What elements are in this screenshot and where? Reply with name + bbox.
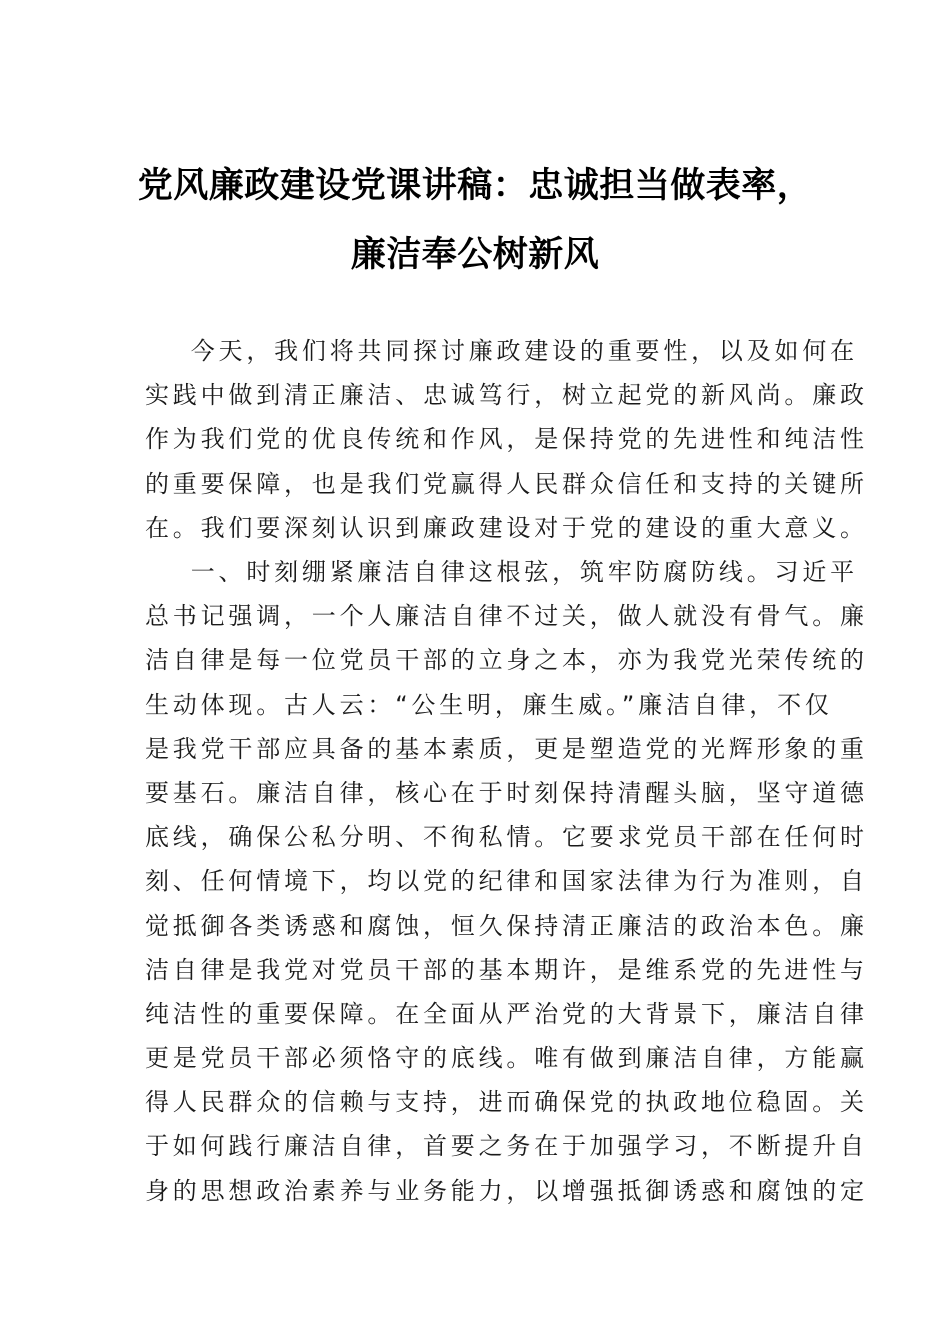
paragraph-line: 要基石。廉洁自律，核心在于时刻保持清醒头脑，坚守道德 — [145, 778, 868, 807]
paragraph-line: 在。我们要深刻认识到廉政建设对于党的建设的重大意义。 — [145, 513, 868, 542]
paragraph-line: 身的思想政治素养与业务能力，以增强抵御诱惑和腐蚀的定 — [145, 1176, 868, 1205]
paragraph-line: 是我党干部应具备的基本素质，更是塑造党的光辉形象的重 — [145, 734, 868, 763]
paragraph-line: 于如何践行廉洁自律，首要之务在于加强学习，不断提升自 — [145, 1132, 868, 1161]
paragraph-line: 觉抵御各类诱惑和腐蚀，恒久保持清正廉洁的政治本色。廉 — [145, 911, 868, 940]
paragraph-line: 今天，我们将共同探讨廉政建设的重要性，以及如何在 — [145, 337, 858, 365]
paragraph-line: 作为我们党的优良传统和作风，是保持党的先进性和纯洁性 — [145, 425, 868, 454]
paragraph-line: 更是党员干部必须恪守的底线。唯有做到廉洁自律，方能赢 — [145, 1044, 868, 1073]
paragraph-line: 生动体现。古人云：“公生明，廉生威。”廉洁自律，不仅 — [145, 690, 833, 719]
document-title-line-1: 党风廉政建设党课讲稿：忠诚担当做表率， — [137, 165, 813, 206]
paragraph-line: 总书记强调，一个人廉洁自律不过关，做人就没有骨气。廉 — [145, 602, 868, 631]
paragraph-line: 纯洁性的重要保障。在全面从严治党的大背景下，廉洁自律 — [145, 999, 868, 1028]
paragraph-section-one — [145, 550, 868, 1213]
paragraph-line: 的重要保障，也是我们党赢得人民群众信任和支持的关键所 — [145, 469, 868, 498]
paragraph-intro — [145, 329, 868, 550]
paragraph-line: 洁自律是每一位党员干部的立身之本，亦为我党光荣传统的 — [145, 646, 868, 675]
document-title-line-2: 廉洁奉公树新风 — [350, 234, 600, 275]
paragraph-line: 实践中做到清正廉洁、忠诚笃行，树立起党的新风尚。廉政 — [145, 381, 868, 410]
paragraph-line: 刻、任何情境下，均以党的纪律和国家法律为行为准则，自 — [145, 867, 868, 896]
paragraph-line: 一、时刻绷紧廉洁自律这根弦，筑牢防腐防线。习近平 — [145, 558, 858, 586]
paragraph-line: 得人民群众的信赖与支持，进而确保党的执政地位稳固。关 — [145, 1088, 868, 1117]
paragraph-line: 底线，确保公私分明、不徇私情。它要求党员干部在任何时 — [145, 823, 868, 852]
paragraph-line: 洁自律是我党对党员干部的基本期许，是维系党的先进性与 — [145, 955, 868, 984]
